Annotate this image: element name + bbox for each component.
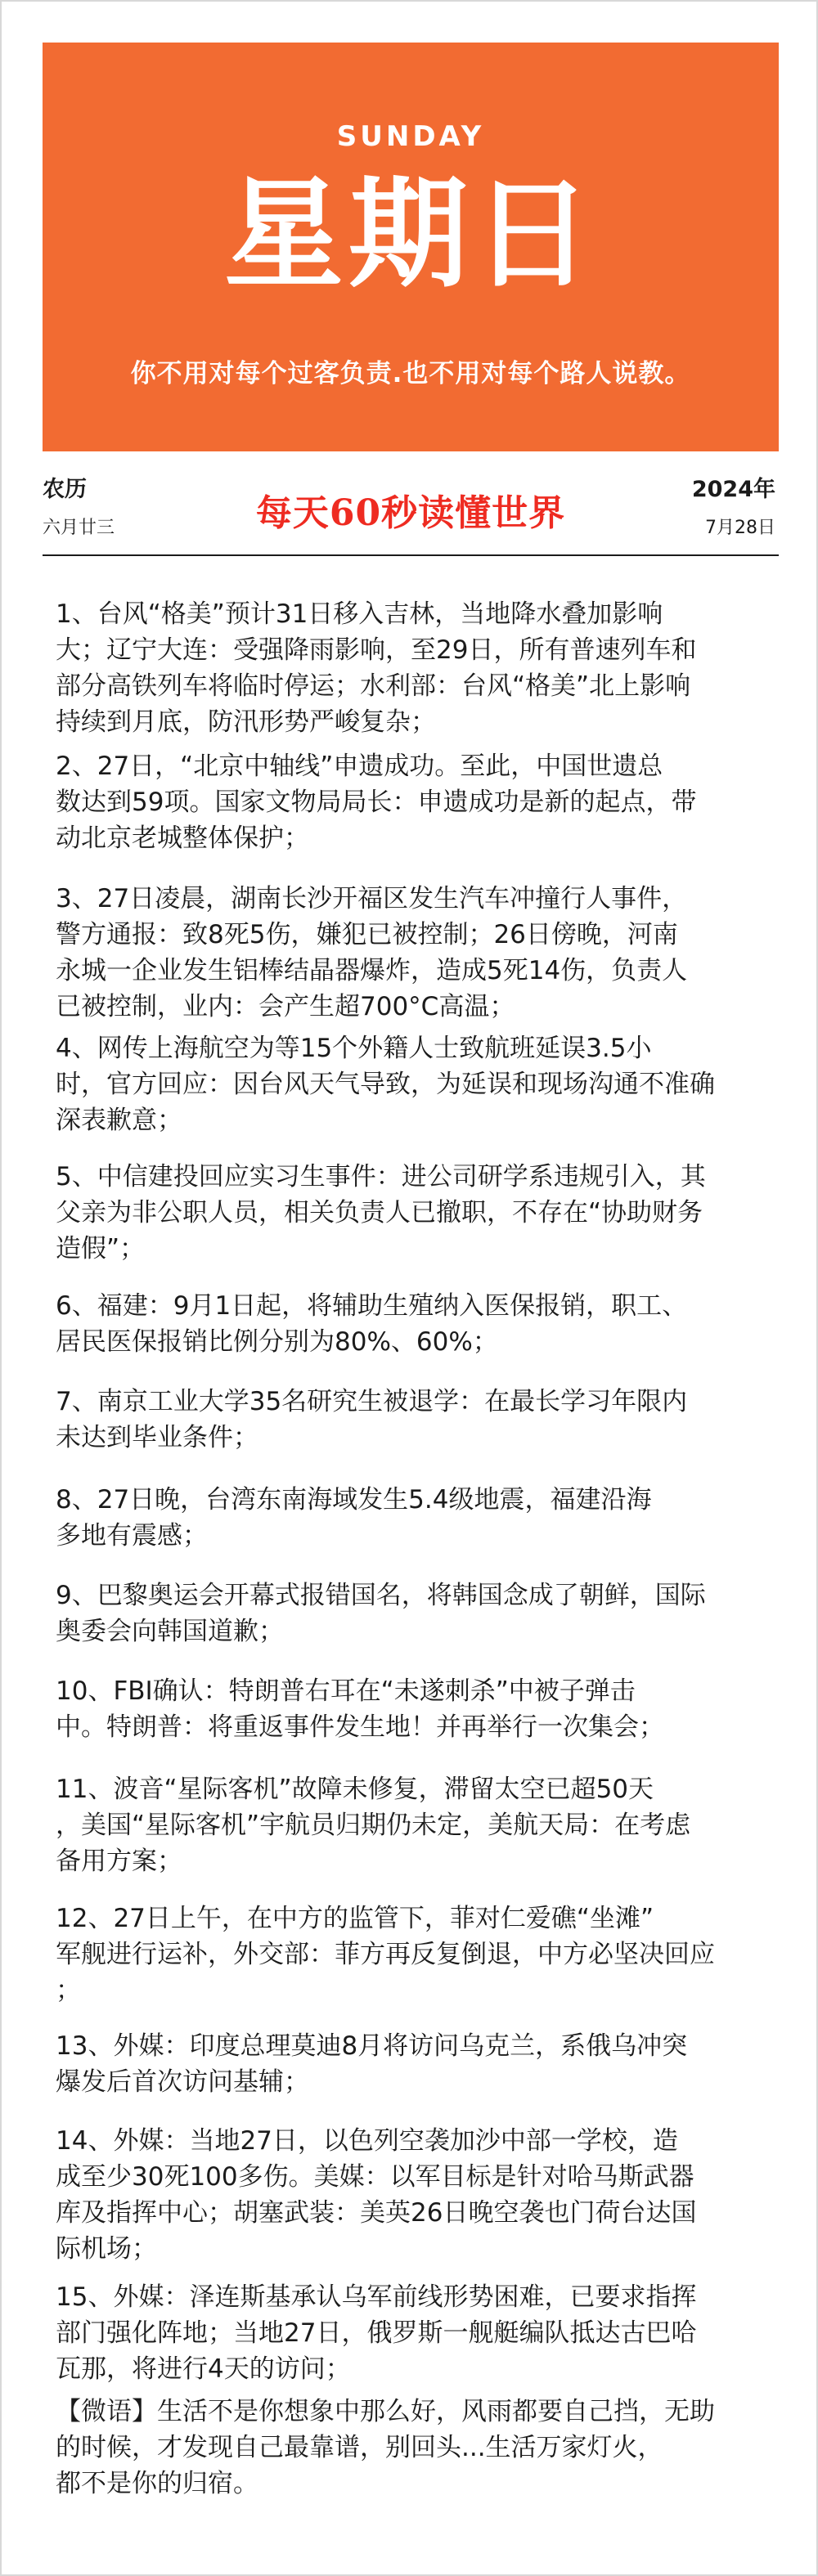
banner-motto: 你不用对每个过客负责.也不用对每个路人说教。: [130, 359, 691, 388]
news-item-7: 7、南京工业大学35名研究生被退学：在最长学习年限内 未达到毕业条件；: [56, 1387, 688, 1452]
news-item-4: 4、网传上海航空为等15个外籍人士致航班延误3.5小 时，官方回应：因台风天气导致，为延误和现场沟通不准确 深表歉意；: [56, 1034, 715, 1135]
header-banner: [43, 43, 779, 451]
news-item-13: 13、外媒：印度总理莫迪8月将访问乌克兰，系俄乌冲突 爆发后首次访问基辅；: [56, 2031, 688, 2097]
news-item-15: 15、外媒：泽连斯基承认乌军前线形势困难，已要求指挥 部门强化阵地；当地27日，俄罗斯一舰艇编队抵达古巴哈 瓦那，将进行4天的访问；: [56, 2282, 697, 2384]
lunar-date: 六月廿三: [43, 518, 115, 538]
lunar-label: 农历: [43, 477, 87, 502]
news-item-9: 9、巴黎奥运会开幕式报错国名，将韩国念成了朝鲜，国际 奥委会向韩国道歉；: [56, 1581, 706, 1646]
month-day-label: 7月28日: [705, 518, 775, 538]
weekday-title: 星期日: [224, 165, 597, 304]
news-item-14: 14、外媒：当地27日，以色列空袭加沙中部一学校，造 成至少30死100多伤。美媒：以军目标是针对哈马斯武器 库及指挥中心；胡塞武装：美英26日晚空袭也门荷台达国 际机场；: [56, 2126, 697, 2264]
news-item-2: 2、27日，“北京中轴线”申遗成功。至此，中国世遗总 数达到59项。国家文物局局长：申遗成功是新的起点，带 动北京老城整体保护；: [56, 752, 697, 853]
news-item-5: 5、中信建投回应实习生事件：进公司研学系违规引入，其 父亲为非公职人员，相关负责人已撤职，不存在“协助财务 造假”；: [56, 1162, 706, 1263]
header-divider: [43, 554, 779, 556]
news-item-12: 12、27日上午，在中方的监管下，菲对仁爱礁“坐滩” 军舰进行运补，外交部：菲方再反复倒退，中方必坚决回应 ；: [56, 1904, 715, 2005]
news-item-11: 11、波音“星际客机”故障未修复，滞留太空已超50天 ，美国“星际客机”宇航员归期仍未定，美航天局：在考虑 备用方案；: [56, 1775, 691, 1876]
news-item-8: 8、27日晚，台湾东南海域发生5.4级地震，福建沿海 多地有震感；: [56, 1485, 652, 1551]
weekday-english: SUNDAY: [336, 120, 485, 153]
year-label: 2024年: [691, 477, 775, 502]
news-item-3: 3、27日凌晨，湖南长沙开福区发生汽车冲撞行人事件， 警方通报：致8死5伤，嫌犯已被控制；26日傍晚，河南 永城一企业发生铝棒结晶器爆炸，造成5死14伤，负责人 已被控制，业内：会产生超700°C高温；: [56, 884, 688, 1021]
news-item-10: 10、FBI确认：特朗普右耳在“未遂刺杀”中被子弹击 中。特朗普：将重返事件发生地！并再举行一次集会；: [56, 1676, 664, 1742]
news-item-6: 6、福建：9月1日起，将辅助生殖纳入医保报销，职工、 居民医保报销比例分别为80%、60%；: [56, 1291, 688, 1357]
slogan: 每天60秒读懂世界: [255, 492, 566, 534]
news-item-1: 1、台风“格美”预计31日移入吉林，当地降水叠加影响 大；辽宁大连：受强降雨影响，至29日，所有普速列车和 部分高铁列车将临时停运；水利部：台风“格美”北上影响 持续到月底，防汛形势严峻复杂；: [56, 599, 697, 737]
quote-of-the-day: 【微语】生活不是你想象中那么好，风雨都要自己挡，无助 的时候，才发现自己最靠谱，别回头...生活万家灯火， 都不是你的归宿。: [56, 2397, 715, 2498]
